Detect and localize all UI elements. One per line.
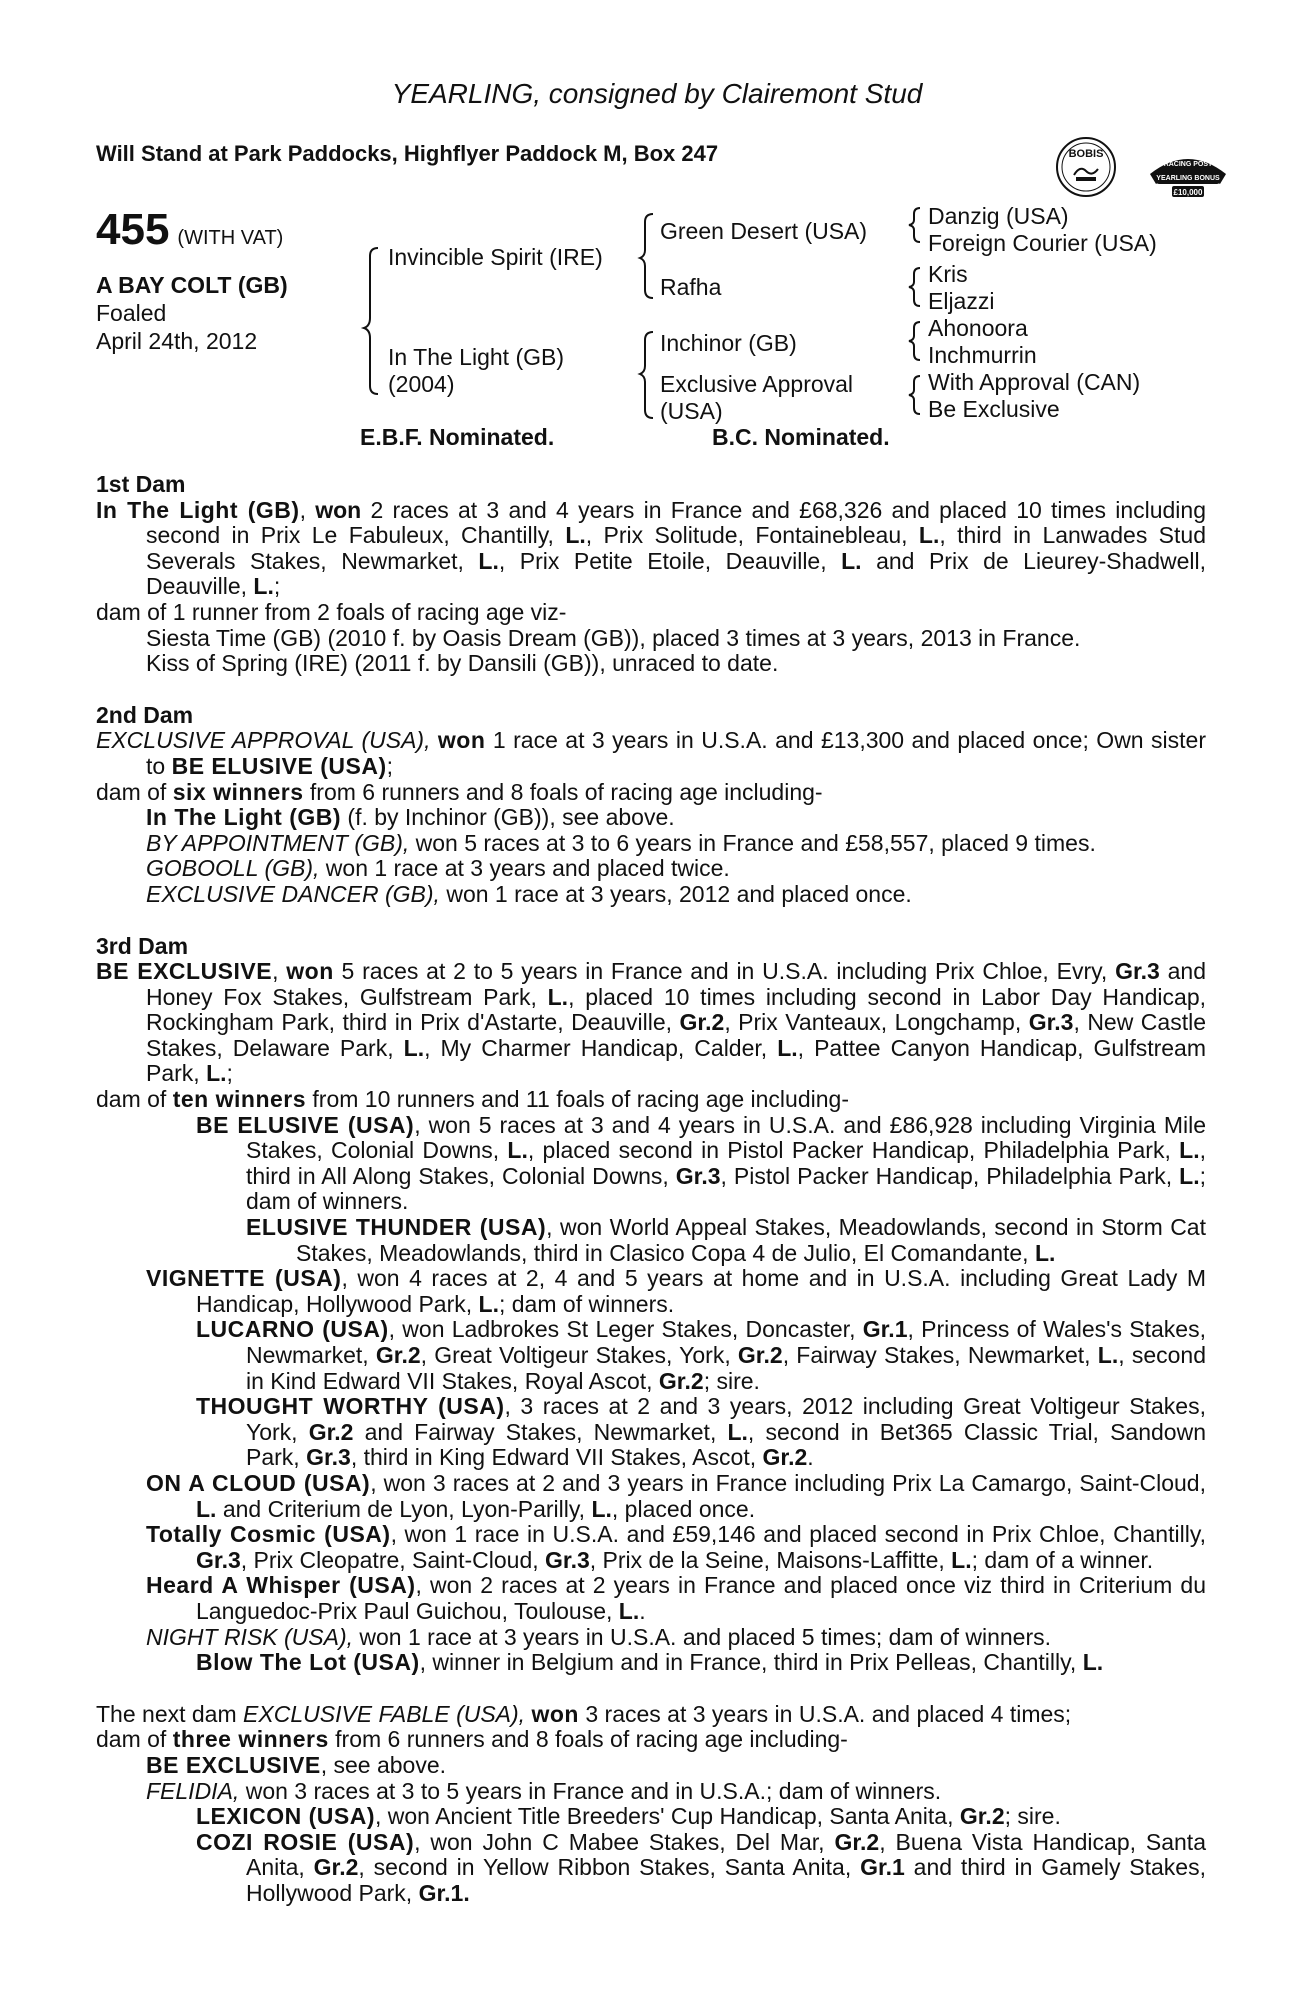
produce-text: , second in Yellow Ribbon Stakes, Santa Anita,	[358, 1854, 861, 1881]
grade-1: Gr.1	[860, 1854, 905, 1881]
grade-listed: L.	[591, 1495, 612, 1522]
second-dam-text: 1 race at 3 years in U.S.A. and £13,300 and placed once; Own sister to	[146, 727, 1207, 779]
third-dam-text: 5 races at 2 to 5 years in France and in U.S.A. including Prix Chloe, Evry,	[333, 958, 1116, 985]
produce-text: (f. by Inchinor (GB)), see above.	[341, 804, 675, 831]
produce-item	[96, 831, 1206, 857]
produce-text: , Buena Vista Handicap, Santa Anita,	[246, 1828, 1206, 1881]
produce-text: , placed second in Pistol Packer Handicap, Philadelphia Park,	[527, 1137, 1180, 1164]
produce-text: , third in King Edward VII Stakes, Ascot,	[350, 1444, 763, 1471]
pedigree-sire-sire: Green Desert (USA)	[660, 218, 868, 244]
produce-text: won 3 races at 3 to 5 years in France and in U.S.A.; dam of winners.	[239, 1777, 942, 1804]
grade-listed: L.	[777, 1034, 798, 1061]
produce-text: , won 2 races at 2 years in France and placed once viz third in Criterium du Languedoc-Prix Paul Guichou, Toulouse,	[196, 1572, 1206, 1624]
produce-item	[96, 1215, 1206, 1266]
grade-listed: L.	[1034, 1239, 1056, 1266]
grade-2: Gr.2	[679, 1009, 725, 1036]
produce-text: , second in Bet365 Classic Trial, Sandown Park,	[246, 1418, 1206, 1471]
first-dam-text: 2 races at 3 and 4 years in France and £68,326 and placed 10 times including second in Prix Le Fabuleux, Chantilly,	[146, 496, 1206, 549]
second-dam-heading: 2nd Dam	[96, 701, 194, 728]
produce-text: , won 1 race in U.S.A. and £59,146 and placed second in Prix Chloe, Chantilly,	[390, 1521, 1207, 1548]
second-dam-text: ;	[386, 752, 393, 779]
produce-text: ; sire.	[703, 1367, 760, 1394]
produce-text: won 1 race at 3 years and placed twice.	[319, 855, 730, 882]
produce-name: THOUGHT WORTHY (USA)	[196, 1393, 505, 1420]
produce-text: ; dam of winners.	[246, 1162, 1206, 1215]
produce-text: , won 4 races at 2, 4 and 5 years at home and in U.S.A. including Great Lady M Handicap, Hollywood Park,	[196, 1265, 1207, 1317]
produce-text: , won Ladbrokes St Leger Stakes, Doncaster,	[388, 1316, 863, 1343]
pedigree-ds-sire: Ahonoora	[928, 315, 1028, 341]
produce-name: NIGHT RISK (USA),	[146, 1623, 354, 1650]
first-dam-produce-summary: dam of 1 runner from 2 foals of racing age viz-	[96, 598, 567, 625]
produce-text: , Prix Cleopatre, Saint-Cloud,	[240, 1546, 546, 1573]
produce-text: ; dam of a winner.	[971, 1546, 1154, 1573]
grade-3: Gr.3	[675, 1162, 721, 1189]
produce-name: Blow The Lot (USA)	[196, 1649, 420, 1676]
produce-text: , Princess of Wales's Stakes, Newmarket,	[246, 1316, 1206, 1368]
foaled-label: Foaled	[96, 300, 167, 326]
grade-listed: L.	[918, 522, 940, 549]
grade-listed: L.	[1082, 1649, 1104, 1676]
pedigree-dd-dam: Be Exclusive	[928, 396, 1060, 422]
produce-text: , Great Voltigeur Stakes, York,	[420, 1342, 738, 1368]
produce-name: Totally Cosmic (USA)	[146, 1521, 391, 1548]
winners-count: three winners	[172, 1726, 329, 1753]
produce-text: , 3 races at 2 and 3 years, 2012 including Great Voltigeur Stakes, York,	[246, 1393, 1206, 1445]
produce-text: .	[807, 1444, 814, 1471]
next-dam-text: The next dam	[96, 1700, 244, 1727]
grade-2: Gr.2	[308, 1418, 354, 1445]
second-dam-record	[96, 728, 1206, 779]
bonus-amount-text: £10,000	[1173, 188, 1203, 197]
yearling-bonus-text: YEARLING BONUS	[1156, 175, 1220, 182]
dam-of-text: from 6 runners and 8 foals of racing age including-	[303, 778, 823, 805]
winners-count: ten winners	[172, 1086, 307, 1113]
grade-3: Gr.3	[306, 1444, 351, 1471]
third-dam-text: , Pattee Canyon Handicap, Gulfstream Park,	[146, 1034, 1207, 1087]
first-dam-text: , Prix Petite Etoile, Deauville,	[498, 547, 842, 574]
produce-text: , won Ancient Title Breeders' Cup Handicap, Santa Anita,	[375, 1803, 960, 1830]
third-dam-text: and Honey Fox Stakes, Gulfstream Park,	[146, 958, 1206, 1010]
grade-listed: L.	[565, 522, 586, 549]
lot-description: A BAY COLT (GB)	[96, 272, 288, 298]
pedigree-dam-dam-line2: (USA)	[660, 398, 723, 424]
grade-listed: L.	[478, 547, 499, 574]
produce-text: , second in Kind Edward VII Stakes, Royal Ascot,	[246, 1342, 1206, 1394]
third-dam-text: , placed 10 times including second in Labor Day Handicap, Rockingham Park, third in Prix d'Astarte, Deauville,	[146, 983, 1207, 1036]
produce-item: Kiss of Spring (IRE) (2011 f. by Dansili (GB)), unraced to date.	[146, 650, 779, 677]
produce-text: , won John C Mabee Stakes, Del Mar,	[414, 1828, 835, 1855]
stand-location: Will Stand at Park Paddocks, Highflyer Paddock M, Box 247	[96, 141, 719, 166]
grade-listed: L.	[1179, 1137, 1200, 1164]
third-dam-text: , Prix Vanteaux, Longchamp,	[724, 1009, 1029, 1036]
produce-item	[96, 1573, 1206, 1624]
grade-2: Gr.2	[658, 1367, 704, 1394]
produce-item	[96, 1113, 1206, 1215]
ebf-nominated: E.B.F. Nominated.	[360, 424, 555, 450]
grade-listed: L.	[547, 983, 569, 1010]
produce-item	[96, 1830, 1206, 1907]
third-dam-produce-summary	[96, 1087, 1206, 1113]
grade-3: Gr.3	[545, 1546, 590, 1573]
produce-item	[96, 1625, 1206, 1651]
pedigree-dd-sire: With Approval (CAN)	[928, 369, 1141, 395]
produce-name: BE ELUSIVE (USA)	[196, 1111, 415, 1138]
bc-nominated: B.C. Nominated.	[712, 424, 890, 450]
dam-of-text: dam of	[96, 1726, 173, 1753]
grade-listed: L.	[951, 1546, 972, 1573]
first-dam-name: In The Light (GB)	[96, 496, 300, 523]
produce-name: GOBOOLL (GB),	[146, 855, 320, 882]
produce-text: , Fairway Stakes, Newmarket,	[782, 1342, 1098, 1368]
produce-name: FELIDIA,	[146, 1777, 240, 1804]
produce-name: COZI ROSIE (USA)	[196, 1828, 415, 1855]
grade-3: Gr.3	[1115, 958, 1160, 985]
pedigree-ss-sire: Danzig (USA)	[928, 203, 1069, 229]
grade-2: Gr.2	[375, 1342, 421, 1368]
first-dam-text: , third in Lanwades Stud Severals Stakes, Newmarket,	[146, 522, 1206, 574]
produce-item	[96, 1522, 1206, 1573]
produce-text: ; sire.	[1004, 1803, 1061, 1830]
foaled-date: April 24th, 2012	[96, 328, 258, 354]
third-dam-text: ;	[226, 1060, 233, 1087]
produce-name: Heard A Whisper (USA)	[146, 1572, 416, 1599]
dam-of-text: dam of	[96, 1086, 173, 1113]
won-label: won	[286, 958, 334, 985]
second-dam-produce-summary	[96, 780, 1206, 806]
grade-listed: L.	[1097, 1342, 1119, 1368]
produce-text: , Prix de la Seine, Maisons-Laffitte,	[589, 1546, 952, 1573]
produce-text: won 5 races at 3 to 6 years in France and £58,557, placed 9 times.	[409, 829, 1096, 856]
sister-name: BE ELUSIVE (USA)	[171, 752, 387, 779]
grade-listed: L.	[841, 547, 862, 574]
grade-listed: L.	[253, 573, 274, 600]
grade-2: Gr.2	[313, 1854, 359, 1881]
produce-text: and Criterium de Lyon, Lyon-Parilly,	[216, 1495, 592, 1522]
pedigree-ss-dam: Foreign Courier (USA)	[928, 230, 1157, 256]
produce-item	[96, 1753, 1206, 1779]
pedigree-ds-dam: Inchmurrin	[928, 342, 1037, 368]
dam-of-text: dam of	[96, 778, 173, 805]
produce-item	[96, 1471, 1206, 1522]
pedigree-dam-dam: Exclusive Approval	[660, 371, 854, 397]
pedigree-sire: Invincible Spirit (IRE)	[388, 244, 603, 270]
produce-item	[96, 1266, 1206, 1317]
produce-text: and third in Gamely Stakes, Hollywood Park,	[246, 1854, 1206, 1906]
third-dam-text: , My Charmer Handicap, Calder,	[424, 1034, 778, 1061]
winners-count: six winners	[172, 778, 304, 805]
first-dam-record: In The Light (GB), won 2 races at 3 and 4 years in France and £68,326 and placed 10 times including second in Prix Le Fabuleux, Chantilly, L., Prix Solitude, Fontainebleau, L., third in Lanwades Stud Severals Stakes, Newmarket, L., Prix Petite Etoile, Deauville, L. and Prix de Lieurey-Shadwell, Deauville, L.;	[96, 496, 1206, 600]
next-dam-produce-summary	[96, 1727, 1206, 1753]
produce-item: Siesta Time (GB) (2010 f. by Oasis Dream (GB)), placed 3 times at 3 years, 2013 in France.	[146, 624, 1081, 651]
produce-name: BY APPOINTMENT (GB),	[146, 829, 410, 856]
won-label: won	[315, 496, 362, 523]
produce-text: , third in All Along Stakes, Colonial Downs,	[246, 1137, 1206, 1189]
pedigree-sd-dam: Eljazzi	[928, 288, 995, 314]
first-dam-text: , Prix Solitude, Fontainebleau,	[585, 522, 919, 549]
grade-3: Gr.3	[1028, 1009, 1074, 1036]
produce-text: , Pistol Packer Handicap, Philadelphia Park,	[720, 1162, 1180, 1189]
grade-listed: L.	[206, 1060, 227, 1087]
produce-text: , won World Appeal Stakes, Meadowlands, second in Storm Cat Stakes, Meadowlands, third in Clasico Copa 4 de Julio, El Comandante,	[296, 1214, 1206, 1266]
produce-item	[96, 882, 1206, 908]
produce-item	[96, 1394, 1206, 1471]
next-dam-name: EXCLUSIVE FABLE (USA),	[243, 1700, 526, 1727]
produce-name: In The Light (GB)	[146, 804, 342, 831]
grade-2: Gr.2	[737, 1342, 783, 1368]
third-dam-text: , New Castle Stakes, Delaware Park,	[146, 1009, 1207, 1061]
vat-note: (WITH VAT)	[177, 227, 284, 249]
pedigree-sd-sire: Kris	[928, 261, 968, 287]
grade-3: Gr.3	[196, 1546, 241, 1573]
racing-post-text: RACING POST	[1163, 161, 1213, 168]
produce-item	[96, 856, 1206, 882]
catalogue-body	[96, 472, 1206, 1906]
produce-item	[96, 1804, 1206, 1830]
pedigree-dam: In The Light (GB)	[388, 344, 564, 370]
grade-listed: L.	[1179, 1162, 1200, 1189]
catalogue-header: YEARLING, consigned by Clairemont Stud	[391, 78, 923, 109]
produce-text: , won 3 races at 2 and 3 years in France including Prix La Camargo, Saint-Cloud,	[370, 1469, 1206, 1496]
produce-name: ON A CLOUD (USA)	[146, 1469, 371, 1496]
next-dam-record	[96, 1702, 1206, 1728]
produce-text: , placed once.	[611, 1495, 756, 1522]
produce-item	[96, 805, 1206, 831]
grade-2: Gr.2	[959, 1803, 1005, 1830]
produce-text: ; dam of winners.	[498, 1290, 675, 1317]
produce-text: won 1 race at 3 years, 2012 and placed once.	[439, 880, 912, 907]
grade-listed: L.	[618, 1597, 640, 1624]
produce-text: .	[639, 1597, 646, 1624]
produce-name: EXCLUSIVE DANCER (GB),	[146, 880, 440, 907]
grade-2: Gr.2	[834, 1828, 880, 1855]
grade-listed: L.	[403, 1034, 425, 1061]
produce-name: ELUSIVE THUNDER (USA)	[246, 1214, 547, 1241]
produce-name: BE EXCLUSIVE	[146, 1751, 321, 1778]
produce-name: VIGNETTE (USA)	[146, 1265, 342, 1292]
grade-listed: L.	[727, 1418, 748, 1445]
dam-of-text: from 6 runners and 8 foals of racing age including-	[328, 1726, 848, 1753]
lot-number-value: 455	[96, 205, 170, 254]
first-dam-text: and Prix de Lieurey-Shadwell, Deauville,	[146, 547, 1206, 600]
third-dam-name: BE EXCLUSIVE	[96, 958, 273, 985]
produce-name: LUCARNO (USA)	[196, 1316, 389, 1343]
dam-of-text: from 10 runners and 11 foals of racing age including-	[306, 1086, 849, 1113]
produce-text: , see above.	[320, 1751, 447, 1778]
produce-name: LEXICON (USA)	[196, 1803, 375, 1830]
first-dam-heading: 1st Dam	[96, 471, 186, 497]
produce-text: won 1 race at 3 years in U.S.A. and placed 5 times; dam of winners.	[353, 1623, 1052, 1650]
won-label: won	[437, 727, 486, 754]
third-dam-heading: 3rd Dam	[96, 932, 189, 959]
grade-listed: L.	[196, 1495, 217, 1522]
produce-item	[96, 1779, 1206, 1805]
first-dam-text: ;	[273, 573, 281, 600]
bobis-logo-text: BOBIS	[1068, 148, 1104, 160]
won-label: won	[531, 1700, 579, 1727]
pedigree-sire-dam: Rafha	[660, 274, 722, 300]
produce-item	[96, 1317, 1206, 1394]
produce-text: and Fairway Stakes, Newmarket,	[353, 1418, 728, 1445]
grade-listed: L.	[507, 1137, 528, 1164]
produce-item	[96, 1650, 1206, 1676]
next-dam-text: 3 races at 3 years in U.S.A. and placed 4 times;	[578, 1700, 1072, 1727]
grade-1: Gr.1	[862, 1316, 908, 1343]
grade-1: Gr.1.	[418, 1879, 470, 1906]
grade-2: Gr.2	[762, 1444, 808, 1471]
produce-text: , winner in Belgium and in France, third in Prix Pelleas, Chantilly,	[419, 1649, 1083, 1676]
pedigree-dam-sire: Inchinor (GB)	[660, 330, 797, 356]
pedigree-dam-year: (2004)	[388, 371, 455, 397]
produce-text: , won 5 races at 3 and 4 years in U.S.A. and £86,928 including Virginia Mile Stakes, Colonial Downs,	[246, 1111, 1206, 1164]
grade-listed: L.	[478, 1290, 499, 1317]
third-dam-record: BE EXCLUSIVE, won 5 races at 2 to 5 years in France and in U.S.A. including Prix Chloe, Evry, Gr.3 and Honey Fox Stakes, Gulfstream Park, L., placed 10 times including second in Labor Day Handicap, Rockingham Park, third in Prix d'Astarte, Deauville, Gr.2, Prix Vanteaux, Longchamp, Gr.3, New Castle Stakes, Delaware Park, L., My Charmer Handicap, Calder, L., Pattee Canyon Handicap, Gulfstream Park, L.;	[96, 958, 1207, 1087]
second-dam-name: EXCLUSIVE APPROVAL (USA),	[96, 727, 431, 754]
